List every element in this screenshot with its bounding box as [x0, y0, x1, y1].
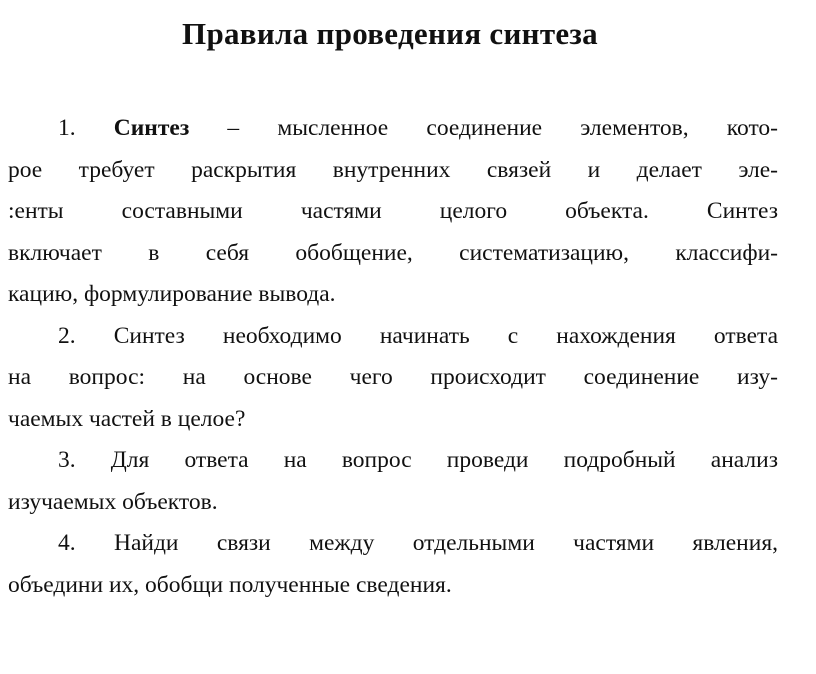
rule-3: [8, 440, 778, 523]
page-title: Правила проведения синтеза: [182, 16, 598, 51]
rule-2: [8, 316, 778, 441]
rule-number: 3.: [58, 447, 76, 473]
rule-line: [8, 108, 778, 150]
rule-text: Найди связи между отдельными частями явления,: [114, 530, 778, 556]
rules-text: [8, 108, 778, 606]
rule-text: Синтез необходимо начинать с нахождения ответа: [113, 322, 778, 349]
rule-line: рое требует раскрытия внутренних связей и делает эле-: [8, 156, 778, 183]
rule-line: чаемых частей в целое?: [8, 405, 246, 432]
rule-1: [8, 108, 778, 316]
rule-line: [8, 316, 778, 358]
rule-line: включает в себя обобщение, систематизацию, классифи-: [8, 239, 778, 266]
rule-4: [8, 523, 778, 606]
rule-text: – мысленное соединение элементов, кото-: [189, 115, 778, 141]
rule-line: кацию, формулирование вывода.: [8, 281, 336, 307]
rule-number: 4.: [58, 530, 76, 556]
rule-number: 2.: [58, 322, 76, 349]
rule-term: Синтез: [113, 115, 190, 141]
rule-number: 1.: [58, 115, 76, 141]
rule-line: изучаемых объектов.: [8, 488, 218, 515]
rule-line: :енты составными частями целого объекта. Синтез: [8, 198, 778, 224]
rule-line: [8, 440, 778, 482]
rule-line: [8, 523, 778, 565]
rule-line: объедини их, обобщи полученные сведения.: [8, 571, 452, 598]
rule-text: Для ответа на вопрос проведи подробный анализ: [110, 447, 778, 473]
rule-line: на вопрос: на основе чего происходит соединение изу-: [8, 364, 778, 390]
